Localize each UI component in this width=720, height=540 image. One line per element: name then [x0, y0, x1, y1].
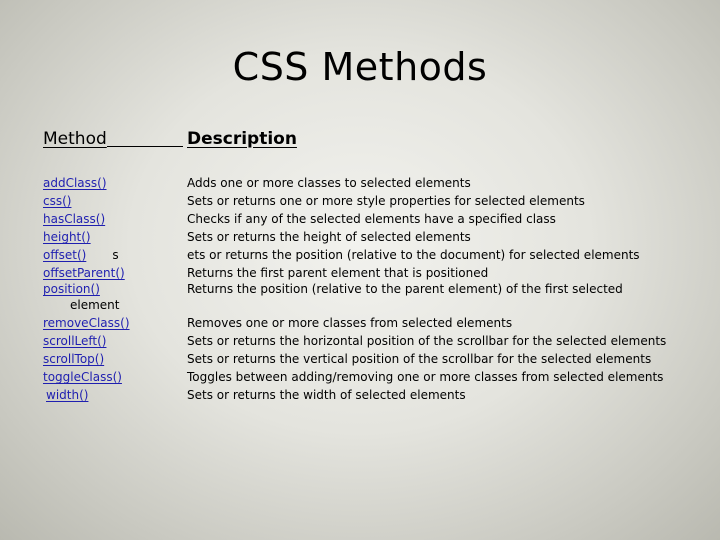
method-item[interactable] [43, 174, 130, 192]
method-item[interactable] [43, 210, 130, 228]
wrapped-text: element [70, 298, 120, 312]
method-link-removeclass[interactable]: removeClass() [43, 316, 130, 330]
description-item: Adds one or more classes to selected elements [187, 176, 471, 190]
method-link-width[interactable]: width() [46, 388, 89, 402]
stray-letter: s [112, 248, 119, 262]
description-item: Removes one or more classes from selected elements [187, 316, 513, 330]
method-link-toggleclass[interactable]: toggleClass() [43, 370, 122, 384]
description-item: Sets or returns the horizontal position of the scrollbar for the selected elements [187, 334, 667, 348]
method-continuation [43, 296, 130, 314]
description-list [187, 174, 666, 404]
description-item: Checks if any of the selected elements have a specified class [187, 212, 556, 226]
method-item[interactable] [43, 386, 130, 404]
description-item: Sets or returns the vertical position of the scrollbar for the selected elements [187, 352, 652, 366]
method-item[interactable] [43, 368, 130, 386]
method-item[interactable] [43, 192, 130, 210]
method-item[interactable] [43, 264, 130, 282]
method-link-offset[interactable]: offset() [43, 248, 87, 262]
method-link-height[interactable]: height() [43, 230, 91, 244]
description-item: Returns the first parent element that is positioned [187, 266, 489, 280]
method-link-css[interactable]: css() [43, 194, 72, 208]
method-item[interactable] [43, 282, 130, 296]
method-list [43, 174, 130, 404]
description-item: Sets or returns one or more style properties for selected elements [187, 194, 585, 208]
method-link-hasclass[interactable]: hasClass() [43, 212, 106, 226]
method-item[interactable] [43, 350, 130, 368]
description-item: Toggles between adding/removing one or more classes from selected elements [187, 370, 664, 384]
method-item[interactable] [43, 314, 130, 332]
method-item[interactable] [43, 332, 130, 350]
description-item: Returns the position (relative to the parent element) of the first selected [187, 282, 623, 296]
description-item: Sets or returns the height of selected elements [187, 230, 471, 244]
method-item[interactable] [43, 246, 130, 264]
method-column-header: Method [43, 128, 183, 150]
description-column-header: Description [187, 129, 297, 149]
method-link-offsetparent[interactable]: offsetParent() [43, 266, 125, 280]
method-link-scrollleft[interactable]: scrollLeft() [43, 334, 107, 348]
slide-title: CSS Methods [232, 45, 488, 89]
method-link-addclass[interactable]: addClass() [43, 176, 107, 190]
description-gap [187, 296, 666, 314]
method-link-scrolltop[interactable]: scrollTop() [43, 352, 105, 366]
description-item: ets or returns the position (relative to the document) for selected elements [187, 248, 640, 262]
description-item: Sets or returns the width of selected elements [187, 388, 466, 402]
method-link-position[interactable]: position() [43, 282, 100, 296]
method-item[interactable] [43, 228, 130, 246]
